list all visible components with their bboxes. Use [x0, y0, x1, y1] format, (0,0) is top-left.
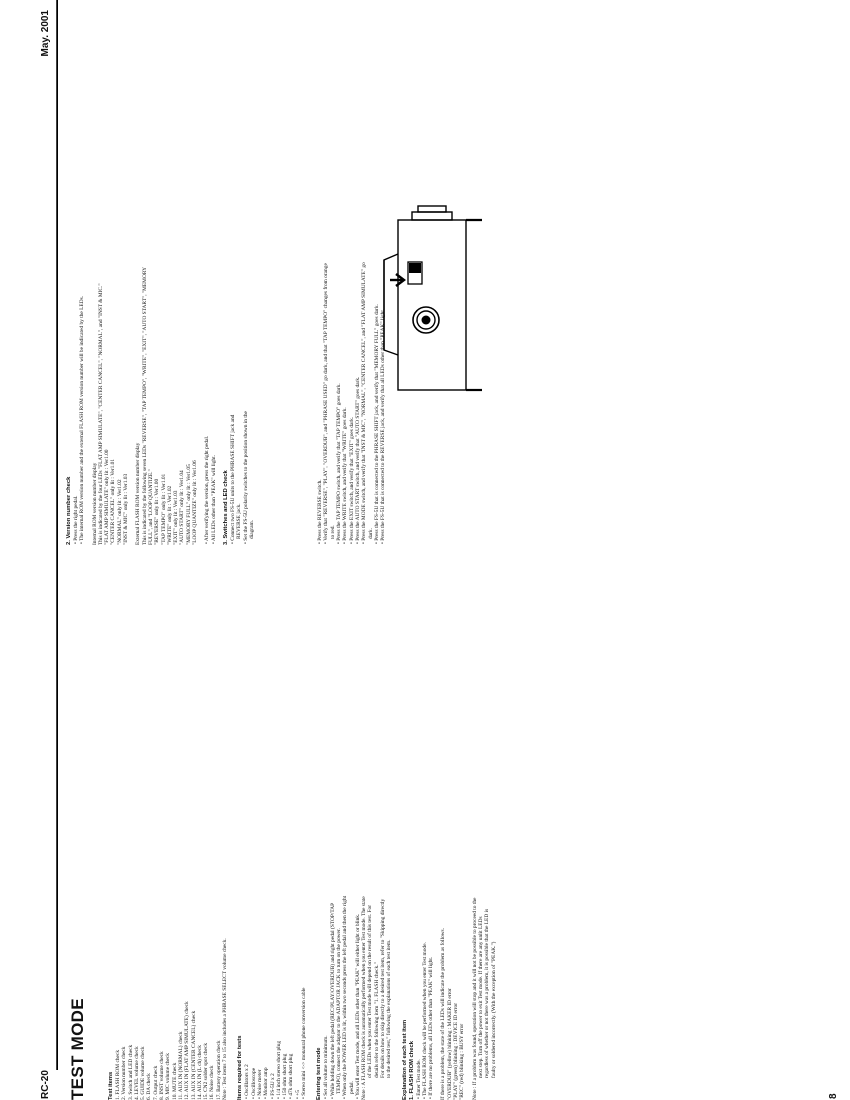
list-item: • Oscillators x 2: [244, 1064, 251, 1099]
entering-heading: Entering test mode: [316, 1047, 323, 1100]
list-item: • Noise meter: [256, 1069, 263, 1099]
list-item: • Press the MODE switch, and verify that "INST & MIC", "NORMAL", "CENTER CANCEL", and "FLAT AMP SIMULATE" go dark.: [361, 262, 374, 544]
list-item: • The FLASH ROM check will be performed when you enter Test mode.: [421, 942, 428, 1099]
switch-heading: 3. Switches and LED check: [222, 470, 229, 545]
list-item: • Press the FS-5U that is connected to the REVERSE jack, and verify that all LEDs other than "PEAK" light.: [380, 308, 387, 544]
external-rom-text: External FLASH ROM version number display This is indicated by the following seven LEDs "REVERSE", "TAP TEMPO", "WRITE", "EXIT", "AUTO START", "MEMORY FULL", and "LOOP QUANTIZE." "REVERSE" only lit : Ver1.00 "TAP TEMPO" only lit : Ver1.01 "WRITE" only lit : Ver1.02 "EXIT" only lit : Ver1.03 "AUTO START" only lit : Ver1.04 "MEMORY FULL" only lit : Ver1.05 "LOOP QUANTIZE" only lit : Ver1.06: [135, 267, 199, 545]
note-label: Note: [361, 1089, 368, 1100]
list-item: • 47k ohm short plug: [288, 1053, 295, 1099]
list-item: 2. Version number check: [121, 1046, 128, 1100]
switch-setup-text: [230, 395, 255, 545]
list-item: 12. AUX IN (FLAT AMP SIMULATE) check: [184, 1001, 191, 1100]
switch-steps: [317, 260, 386, 545]
items-required-heading: Items required for tests: [237, 1035, 244, 1100]
list-item: • Press the EXIT switch, and verify that "EXIT" goes dark.: [348, 416, 355, 544]
note-text: : A FLASH ROM check is automatically performed when you enter Test mode. The state of the LEDs when you enter Test mode will depend on the result of this test. For details refer to the following item "1. FLASH check.": [361, 896, 380, 1089]
list-item: 17. Battery operation check: [215, 1040, 222, 1100]
test-items-list: [115, 895, 222, 1100]
list-item: • If there are no problems, all LEDs other than "PEAK" will light.: [428, 956, 435, 1099]
header-rule: [57, 0, 58, 1070]
list-item: 1. FLASH ROM check: [115, 1049, 121, 1100]
list-item: • +5: [294, 1090, 301, 1099]
test-items-heading: Test items: [108, 1071, 114, 1100]
list-item: • Set the FS-5U polarity switches to the position shown in the diagram.: [242, 411, 255, 544]
problem-text: "OVERDUB" (yellow) blinking : MAKER ID error: [446, 988, 453, 1100]
list-item: • Stereo mini <-> monaural phone conversion cable: [301, 987, 308, 1099]
list-item: 6. DA check: [146, 1073, 153, 1100]
list-item: • Press the AUTO START switch, and verify that "AUTO START" goes dark.: [354, 376, 361, 544]
internal-rom-text: Internal ROM version number display This is indicated by the four LEDs "FLAT AMP SIMULATE", "CENTER CANCEL", "NORMAL", and "INST & MIC." "FLAT AMP SIMULATE" only lit : Ver1.00 "CENTER CANCEL" only lit : Ver1.01 "NORMAL" only lit : Ver1.02 "INST & MIC" only lit : Ver1.03: [91, 283, 130, 545]
list-item: • Press the TAP TEMPO switch, and verify that "TAP TEMPO" goes dark.: [336, 383, 343, 544]
list-item: 5. GUIDE volume check: [140, 1046, 147, 1100]
list-item: • While holding down the left pedal (REC/PLAY/OVERDUB) and right pedal (STOP/TAP TEMPO), connect the adaptor to the ADAPTOR JACK to turn on the power.: [329, 903, 342, 1099]
flash-note: [472, 895, 497, 1100]
list-item: • Press the right pedal.: [73, 495, 79, 544]
model-label: RC-20: [40, 1070, 51, 1099]
page-title: TEST MODE: [68, 998, 87, 1100]
note-text: : If a problem was found, operation will stop and it will not be possible to proceed to the next step. Turn off the power to exit Test mode. If there are any unlit LEDs regardless of whether or not there was a problem, it is possible that the LED is faulty or soldered incorrectly. (With the exception of "PEAK."): [471, 897, 497, 1089]
list-item: 8. INST volume check: [159, 1051, 166, 1100]
list-item: • After verifying the version, press the right pedal.: [204, 435, 211, 544]
polarity-switch-icon: [408, 262, 422, 284]
problem-text: "REC" (red) blinking : BUSY error: [459, 1023, 466, 1100]
list-item: • Press the WRITE switch, and verify that "WRITE" goes dark.: [342, 407, 349, 544]
list-item: • Set all volume to minimum.: [323, 1035, 330, 1099]
list-item: 10. MUTE check: [171, 1062, 178, 1100]
entering-note-cont: For details on how to skip directly to a desired test item, refer to "Skipping directly to the desired test," following the explanations of each test item.: [379, 898, 393, 1078]
note-text: : Test items 7 to 15 also includes a PHRASE SELECT volume check.: [222, 938, 229, 1089]
list-item: 15. CN2 solder spot check: [203, 1042, 210, 1100]
page-number: 8: [828, 1093, 839, 1099]
list-item: 7. Output check: [152, 1065, 159, 1100]
list-item: • You will enter Test mode, and all LEDs other than "PEAK" will either light or blink.: [354, 913, 361, 1099]
list-item: • Press the REVERSE switch.: [317, 479, 324, 544]
list-item: 9. MIC volume check: [165, 1052, 172, 1100]
list-item: 11. AUX IN (NORMAL) check: [177, 1031, 184, 1100]
list-item: • Oscilloscope: [250, 1067, 257, 1099]
arrow-down-icon: [390, 274, 404, 286]
list-item: • The internal ROM version number and the external FLASH ROM version number will be indicated by the LEDs.: [79, 295, 86, 544]
fs5u-diagram: [378, 200, 488, 410]
entering-note: [361, 895, 380, 1100]
list-item: 14. AUX IN (L ch) check: [196, 1045, 203, 1100]
list-item: • All LEDs other than "PEAK" will light.: [210, 455, 217, 544]
list-item: • Connect two FS-5U units to the PHRASE SHIFT jack and REVERSE jack.: [229, 414, 243, 544]
right-column: [66, 260, 386, 545]
left-column: [108, 895, 497, 1100]
list-item: 4. LEVEL volume check: [133, 1046, 140, 1100]
list-item: • 150 ohm short plug: [282, 1053, 289, 1099]
version-heading: 2. Version number check: [66, 476, 72, 545]
problem-text: "PLAY" (green) blinking : DEVICE ID error: [453, 1002, 460, 1100]
date-label: May. 2001: [40, 10, 51, 57]
fs5u-body: [384, 206, 482, 390]
explanation-heading: Explanation of each test item: [401, 1019, 408, 1100]
list-item: • When only the POWER LED is lit, within two seconds press the left pedal and then the right pedal.: [342, 895, 355, 1099]
list-item: • Enter Test mode.: [415, 1059, 422, 1099]
list-item: • Press the FS-5U that is connected to the PHRASE SHIFT jack, and verify that "MEMORY FULL" goes dark.: [373, 304, 380, 544]
note-label: Note: [222, 1089, 229, 1100]
problem-text: If there is a problem, the state of the LEDs will indicate the problem as follows.: [440, 927, 447, 1100]
list-item: • 1/4 inch stereo short plug: [275, 1040, 282, 1099]
list-item: 16. Noise check: [209, 1065, 216, 1100]
list-item: 3. Switch and LED check: [127, 1044, 134, 1100]
jack-icon: [413, 307, 439, 333]
note-label: Note: [471, 1089, 478, 1100]
list-item: • Verify that "REVERSE", "PLAY", "OVERDUB", and "PHRASE USED" go dark, and that "TAP TEMPO" changes from orange to red.: [323, 263, 336, 544]
list-item: 13. AUX IN (CENTER CANCEL) check: [190, 1010, 197, 1100]
flash-rom-heading: 1. FLASH ROM check: [408, 1041, 415, 1100]
list-item: • FS-5U x 2: [269, 1073, 276, 1099]
list-item: • Monitor amp: [263, 1067, 270, 1099]
